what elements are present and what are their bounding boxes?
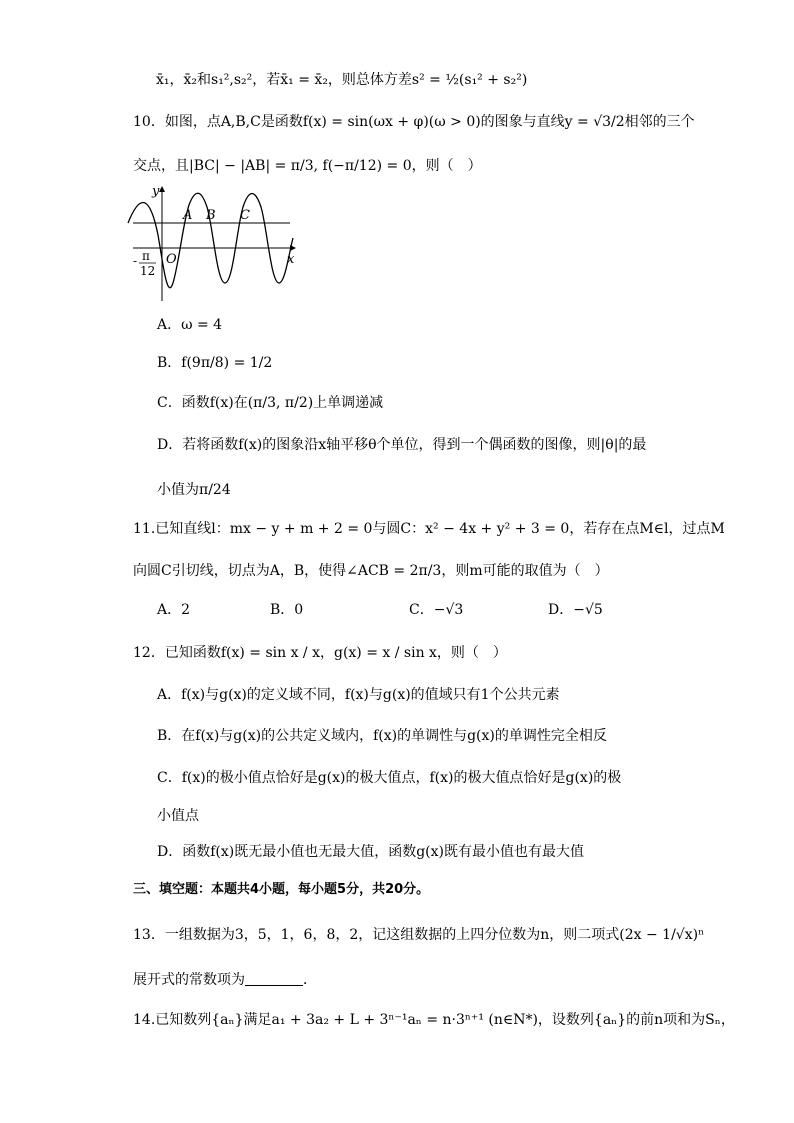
label-point-b: B — [206, 208, 216, 223]
q11-stem-line2: 向圆C引切线，切点为A，B，使得∠ACB = 2π/3，则m可能的取值为（ ） — [133, 563, 609, 579]
q12-option-a: A．f(x)与g(x)的定义域不同，f(x)与g(x)的值域只有1个公共元素 — [157, 687, 560, 703]
q13-line2-end: ． — [303, 972, 317, 988]
q9-tail-line: x̄₁，x̄₂和s₁²,s₂²，若x̄₁ = x̄₂，则总体方差s² = ½(s₁² + s₂²) — [156, 72, 528, 88]
q10-stem-line2: 交点，且|BC| − |AB| = π/3, f(−π/12) = 0，则（ ） — [133, 158, 482, 174]
label-origin: O — [166, 252, 177, 267]
q10-sine-graph — [125, 183, 305, 313]
q11-option-d: D．−√5 — [548, 602, 603, 618]
q11-option-c: C．−√3 — [409, 602, 464, 618]
q12-option-b: B．在f(x)与g(x)的公共定义域内，f(x)的单调性与g(x)的单调性完全相反 — [157, 728, 607, 744]
section-three-heading: 三、填空题：本题共4小题，每小题5分，共20分。 — [133, 882, 430, 897]
q13-line2-text: 展开式的常数项为 — [133, 972, 245, 988]
q11-option-a: A．2 — [157, 602, 191, 618]
q10-option-a: A．ω = 4 — [157, 317, 223, 333]
label-12: 12 — [140, 264, 156, 278]
q12-option-c-line2: 小值点 — [157, 808, 199, 824]
q10-option-d-line2: 小值为π/24 — [157, 482, 231, 498]
label-point-a: A — [183, 208, 193, 223]
label-y: y — [152, 184, 160, 199]
q13-stem-line1: 13．一组数据为3，5，1，6，8，2，记这组数据的上四分位数为n，则二项式(2x − 1/√x)ⁿ — [133, 927, 705, 943]
q11-stem-line1: 11.已知直线l：mx − y + m + 2 = 0与圆C：x² − 4x + y² + 3 = 0，若存在点M∈l，过点M — [133, 521, 725, 537]
q10-option-c: C．函数f(x)在(π/3, π/2)上单调递减 — [157, 395, 384, 411]
q12-stem: 12．已知函数f(x) = sin x / x，g(x) = x / sin x，则（ ） — [133, 645, 507, 661]
q12-option-d: D．函数f(x)既无最小值也无最大值，函数g(x)既有最小值也有最大值 — [157, 844, 585, 860]
q10-option-b: B．f(9π/8) = 1/2 — [157, 355, 273, 371]
q10-stem-line1: 10．如图，点A,B,C是函数f(x) = sin(ωx + φ)(ω > 0)的图象与直线y = √3/2相邻的三个 — [133, 114, 695, 130]
q14-stem-line1: 14.已知数列{aₙ}满足a₁ + 3a₂ + L + 3ⁿ⁻¹aₙ = n·3ⁿ⁺¹ (n∈N*)，设数列{aₙ}的前n项和为Sₙ， — [133, 1012, 735, 1028]
label-minus: - — [133, 254, 138, 268]
label-pi: π — [142, 249, 150, 263]
label-point-c: C — [240, 208, 250, 223]
q13-answer-blank[interactable] — [245, 971, 303, 986]
q12-option-c-line1: C．f(x)的极小值点恰好是g(x)的极大值点，f(x)的极大值点恰好是g(x)的极 — [157, 770, 622, 786]
q10-option-d-line1: D．若将函数f(x)的图象沿x轴平移θ个单位，得到一个偶函数的图像，则|θ|的最 — [157, 437, 647, 453]
q13-stem-line2 — [133, 970, 317, 990]
q11-option-b: B．0 — [270, 602, 304, 618]
label-x: x — [287, 252, 295, 267]
